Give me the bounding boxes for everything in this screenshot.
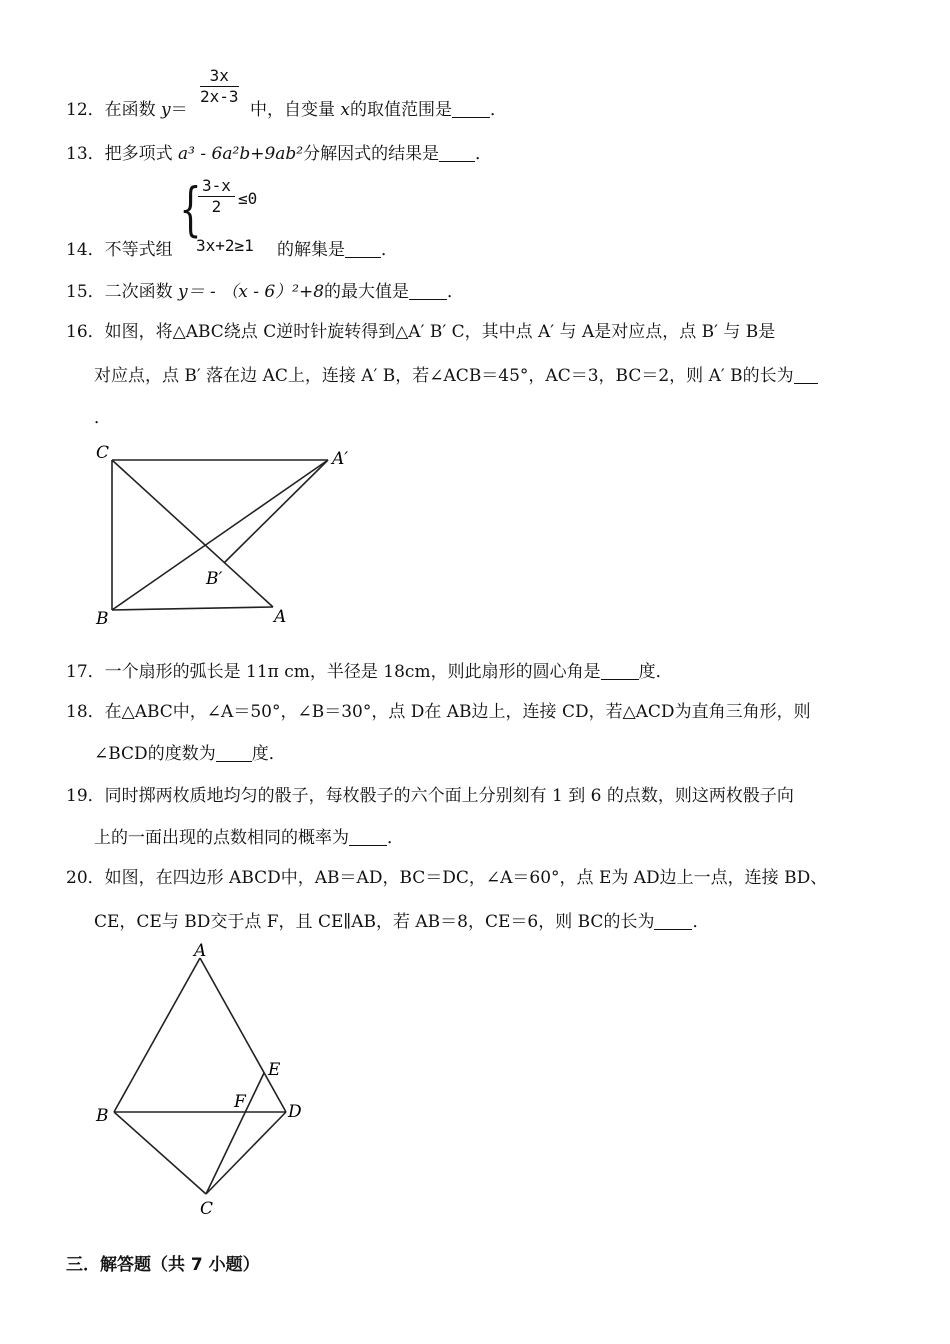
inequality-1-relation: ≤0: [238, 189, 258, 208]
label-F: F: [234, 1092, 246, 1112]
label-A-prime: A′: [332, 449, 349, 469]
question-number: 20．: [66, 868, 105, 888]
label-D: D: [288, 1102, 302, 1122]
question-18: 18．在△ABC中，∠A＝50°，∠B＝30°，点 D在 AB边上，连接 CD，若△ACD为直角三角形，则: [66, 702, 811, 722]
answer-blank[interactable]: [216, 743, 252, 762]
question-14: 14．不等式组: [66, 240, 173, 260]
inequality-1-fraction: $\frac{3-x}{2}$: [198, 176, 235, 217]
answer-blank[interactable]: [439, 143, 475, 162]
label-B: B: [96, 609, 109, 629]
question-15: 15．二次函数 y＝ - （x - 6）²+8的最大值是 ．: [66, 282, 465, 302]
label-C: C: [96, 443, 110, 463]
question-20-line-2: CE，CE与 BD交于点 F，且 CE∥AB，若 AB＝8，CE＝6，则 BC的长为 ．: [94, 912, 710, 932]
answer-blank[interactable]: [452, 99, 490, 118]
question-20: 20．如图，在四边形 ABCD中，AB＝AD，BC＝DC，∠A＝60°，点 E为 AD边上一点，连接 BD、: [66, 868, 828, 888]
question-number: 13．: [66, 144, 105, 164]
figure-rotation: [90, 440, 370, 630]
answer-blank[interactable]: [345, 239, 381, 258]
question-13: 13．把多项式 a³ - 6a²b+9ab²分解因式的结果是 ．: [66, 144, 493, 164]
segment-BC: [114, 1112, 206, 1194]
left-brace: {: [179, 175, 202, 243]
segment-AD: [200, 958, 286, 1112]
label-C: C: [200, 1199, 214, 1219]
question-number: 15．: [66, 282, 105, 302]
label-B: B: [96, 1106, 109, 1126]
answer-blank[interactable]: [601, 661, 639, 680]
question-19-line-2: 上的一面出现的点数相同的概率为 ．: [94, 828, 404, 848]
segment-AB: [114, 958, 200, 1112]
label-A: A: [274, 607, 287, 627]
answer-blank[interactable]: [409, 281, 447, 300]
segment-BA: [112, 607, 273, 610]
question-number: 16．: [66, 322, 105, 342]
segment-CA: [112, 460, 273, 607]
label-E: E: [268, 1060, 281, 1080]
question-16-line-3: ．: [94, 408, 111, 428]
question-number: 14．: [66, 240, 105, 260]
answer-blank[interactable]: [349, 827, 387, 846]
question-16-line-2: 对应点，点 B′ 落在边 AC上，连接 A′ B，若∠ACB＝45°，AC＝3，BC＝2，则 A′ B的长为: [94, 364, 818, 388]
segment-DC: [206, 1112, 286, 1194]
figure-quadrilateral: [90, 940, 330, 1220]
question-14-rest: 的解集是 ．: [277, 240, 398, 260]
question-number: 18．: [66, 702, 105, 722]
question-number: 19．: [66, 786, 105, 806]
question-number: 12．: [66, 100, 105, 120]
question-12-rest: 中，自变量 x的取值范围是 ．: [250, 100, 507, 120]
fraction-3x-over-2x-3: $\frac{3x}{2x-3}$: [200, 66, 239, 106]
answer-blank[interactable]: [654, 911, 692, 930]
question-16: 16．如图，将△ABC绕点 C逆时针旋转得到△A′ B′ C，其中点 A′ 与 A是对应点，点 B′ 与 B是: [66, 322, 776, 342]
question-number: 17．: [66, 662, 105, 682]
question-17: 17．一个扇形的弧长是 11π cm，半径是 18cm，则此扇形的圆心角是 度．: [66, 662, 673, 682]
label-A: A: [194, 941, 207, 961]
segment-B-prime-A-prime: [224, 460, 328, 563]
section-3-heading: 三．解答题（共 7 小题）: [66, 1255, 260, 1275]
answer-blank[interactable]: [794, 365, 818, 384]
question-19: 19．同时掷两枚质地均匀的骰子，每枚骰子的六个面上分别刻有 1 到 6 的点数，则这两枚骰子向: [66, 786, 794, 806]
question-12: 12．在函数 y＝: [66, 100, 188, 120]
question-18-line-2: ∠BCD的度数为 度．: [94, 744, 286, 764]
label-B-prime: B′: [206, 569, 223, 589]
inequality-2: 3x+2≥1: [196, 236, 254, 255]
